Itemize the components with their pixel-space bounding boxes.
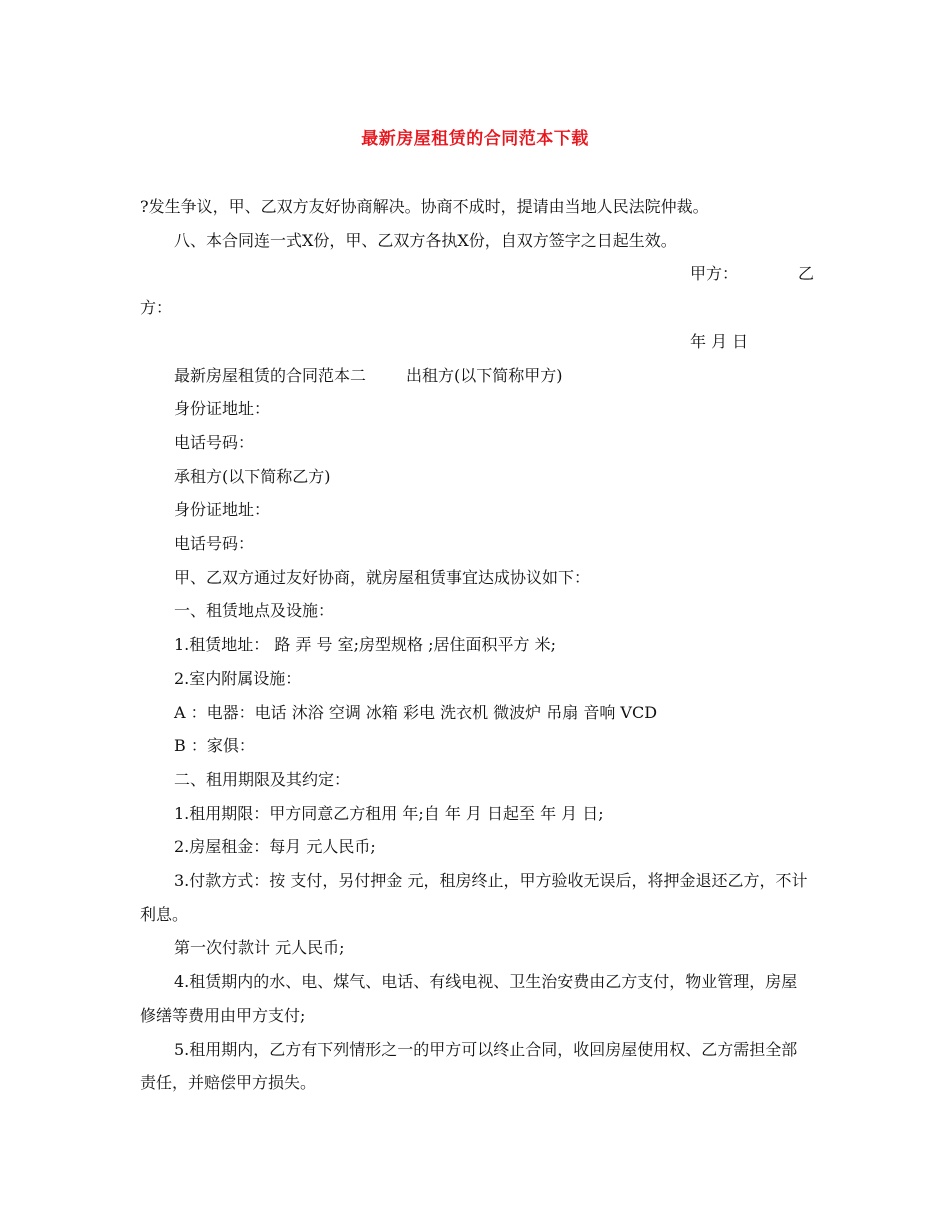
document-title: 最新房屋租赁的合同范本下载: [361, 129, 589, 149]
lessee-phone: 电话号码：: [174, 534, 255, 554]
signature-party-b-end: 方：: [140, 298, 173, 318]
paragraph-copies: 八、本合同连一式X份，甲、乙双方各执X份，自双方签字之日起生效。: [174, 230, 677, 250]
signature-date: 年 月 日: [690, 331, 749, 351]
lessor-label: 出租方(以下简称甲方): [406, 365, 563, 385]
first-payment: 第一次付款计 元人民币;: [174, 938, 345, 958]
section-1-heading: 一、租赁地点及设施：: [174, 601, 335, 621]
paragraph-dispute: ?发生争议，甲、乙双方友好协商解决。协商不成时，提请由当地人民法院仲裁。: [140, 197, 709, 216]
signature-party-a: 甲方：: [690, 264, 739, 284]
section2-title: 最新房屋租赁的合同范本二: [174, 365, 367, 385]
document-body: [140, 190, 815, 1100]
clause-2-4: 4.租赁期内的水、电、煤气、电话、有线电视、卫生治安费由乙方支付，物业管理，房屋修缮等费用由甲方支付;: [140, 972, 798, 1025]
signature-line: [140, 257, 815, 291]
section2-heading-line: [140, 359, 812, 393]
signature-party-b-start: 乙: [798, 264, 815, 284]
clause-1-2-b: B ：家俱：: [174, 736, 255, 756]
clause-1-2-a: A ：电器：电话 沐浴 空调 冰箱 彩电 洗衣机 微波炉 吊扇 音响 VCD: [174, 702, 658, 722]
agreement-intro: 甲、乙双方通过友好协商，就房屋租赁事宜达成协议如下：: [174, 567, 591, 587]
lessee-id-address: 身份证地址：: [174, 500, 271, 520]
clause-2-2: 2.房屋租金：每月 元人民币;: [174, 837, 376, 857]
lessor-phone: 电话号码：: [174, 432, 255, 452]
lessee-label: 承租方(以下简称乙方): [174, 466, 331, 486]
clause-2-1: 1.租用期限：甲方同意乙方租用 年;自 年 月 日起至 年 月 日;: [174, 803, 604, 823]
section-2-heading: 二、租用期限及其约定：: [174, 769, 351, 789]
lessor-id-address: 身份证地址：: [174, 399, 271, 419]
clause-1-1: 1.租赁地址： 路 弄 号 室;房型规格 ;居住面积平方 米;: [174, 635, 556, 655]
clause-2-3: 3.付款方式：按 支付，另付押金 元，租房终止，甲方验收无误后，将押金退还乙方，不计利息。: [140, 871, 808, 924]
clause-2-5: 5.租用期内，乙方有下列情形之一的甲方可以终止合同，收回房屋使用权、乙方需担全部责任，并赔偿甲方损失。: [140, 1039, 798, 1093]
clause-1-2: 2.室内附属设施：: [174, 668, 302, 688]
